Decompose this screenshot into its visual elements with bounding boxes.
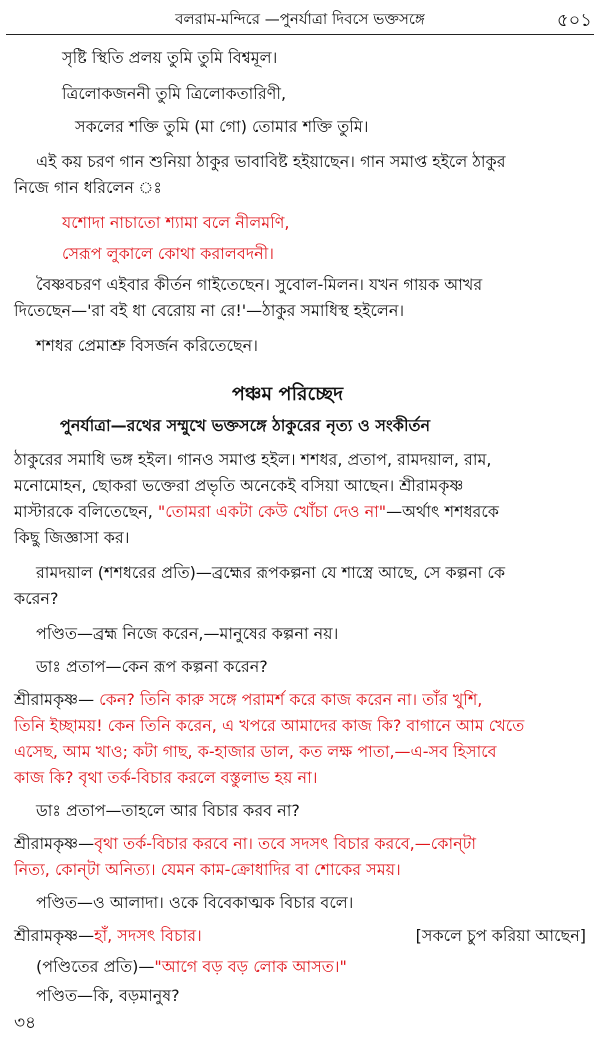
text-line: সৃষ্টি স্থিতি প্রলয় তুমি তুমি বিশ্বমূল। xyxy=(62,48,278,67)
text-line: রামদয়াল (শশধরের প্রতি)—ব্রহ্মের রূপকল্পনা যে শাস্ত্রে আছে, সে কল্পনা কে xyxy=(36,563,506,582)
speech-red: হাঁ, সদসৎ বিচার। xyxy=(94,926,202,945)
text-line: শশধর প্রেমাশ্রু বিসর্জন করিতেছেন। xyxy=(36,336,258,355)
text-line: দিতেছেন—'রা বই ধা বেরোয় না রে!'—ঠাকুর সমাধিস্থ হইলেন। xyxy=(14,301,405,320)
footer-page-label: ৩৪ xyxy=(14,1013,37,1033)
text-line: কিছু জিজ্ঞাসা কর। xyxy=(14,528,130,547)
text-line: কাজ কি? বৃথা তর্ক-বিচার করলে বস্তুলাভ হয় না। xyxy=(14,768,318,787)
text-line: পণ্ডিত—ব্রহ্ম নিজে করেন,—মানুষের কল্পনা নয়। xyxy=(36,624,339,643)
text-line: সকলের শক্তি তুমি (মা গো) তোমার শক্তি তুমি। xyxy=(75,117,369,136)
dialogue-line xyxy=(14,690,482,710)
text-line: পণ্ডিত—কি, বড়মানুষ? xyxy=(36,986,180,1005)
text-line: নিত্য, কোন্‌টা অনিত্য। যেমন কাম-ক্রোধাদির বা শোকের সময়। xyxy=(14,860,401,879)
text-line-mixed xyxy=(14,502,499,522)
text-line: নিজে গান ধরিলেন ঃ xyxy=(14,178,162,197)
speaker-label: শ্রীরামকৃষ্ণ— xyxy=(14,834,95,853)
text-line: পণ্ডিত—ও আলাদা। ওকে বিবেকাত্মক বিচার বলে। xyxy=(36,893,354,912)
text-line: মনোমোহন, ছোকরা ভক্তেরা প্রভৃতি অনেকেই বসিয়া আছেন। শ্রীরামকৃষ্ণ xyxy=(14,476,464,495)
text-line: ডাঃ প্রতাপ—কেন রূপ কল্পনা করেন? xyxy=(36,657,268,676)
text-line: যশোদা নাচাতো শ্যামা বলে নীলমণি, xyxy=(62,213,290,232)
dialogue-line xyxy=(14,834,476,854)
text-line: বৈষ্ণবচরণ এইবার কীর্তন গাইতেছেন। সুবোল-মিলন। যখন গায়ক আখর xyxy=(36,275,483,294)
text-line: ঠাকুরের সমাধি ভঙ্গ হইল। গানও সমাপ্ত হইল। শশধর, প্রতাপ, রামদয়াল, রাম, xyxy=(14,450,492,469)
speaker-label: শ্রীরামকৃষ্ণ— xyxy=(14,690,95,709)
text-segment: মাস্টারকে বলিতেছেন, xyxy=(14,502,158,521)
text-segment: (পণ্ডিতের প্রতি)— xyxy=(36,957,155,976)
quote-red: "আগে বড় বড় লোক আসত।" xyxy=(154,957,347,976)
text-line: ত্রিলোকজননী তুমি ত্রিলোকতারিণী, xyxy=(62,84,287,103)
page-number: ৫০১ xyxy=(556,10,592,31)
speaker-label: শ্রীরামকৃষ্ণ— xyxy=(14,926,95,945)
text-line: তিনি ইচ্ছাময়! কেন তিনি করেন, এ খপরে আমাদের কাজ কি? বাগানে আম খেতে xyxy=(14,716,525,735)
text-line: ডাঃ প্রতাপ—তাহলে আর বিচার করব না? xyxy=(36,801,300,820)
header-title: বলরাম-মন্দিরে —পুনর্যাত্রা দিবসে ভক্তসঙ্গে xyxy=(175,10,425,28)
stage-direction: [সকলে চুপ করিয়া আছেন] xyxy=(415,926,586,945)
text-line: এই কয় চরণ গান শুনিয়া ঠাকুর ভাবাবিষ্ট হইয়াছেন। গান সমাপ্ত হইলে ঠাকুর xyxy=(36,152,506,171)
text-line: করেন? xyxy=(14,589,59,608)
section-heading: পঞ্চম পরিচ্ছেদ xyxy=(232,383,344,405)
text-line: সেরূপ লুকালে কোথা করালবদনী। xyxy=(62,244,274,263)
dialogue-line xyxy=(14,926,202,946)
text-segment: —অর্থাৎ শশধরকে xyxy=(386,502,499,521)
dialogue-line xyxy=(36,957,347,977)
running-header xyxy=(6,4,594,35)
text-line: এসেছ, আম খাও; কটা গাছ, ক-হাজার ডাল, কত লক্ষ পাতা,—এ-সব হিসাবে xyxy=(14,742,497,761)
speech-red: বৃথা তর্ক-বিচার করবে না। তবে সদসৎ বিচার করবে,—কোন্‌টা xyxy=(94,834,476,853)
quote-red: "তোমরা একটা কেউ খোঁচা দেও না" xyxy=(157,502,387,521)
section-heading: পুনর্যাত্রা—রথের সম্মুখে ভক্তসঙ্গে ঠাকুরের নৃত্য ও সংকীর্তন xyxy=(60,416,431,435)
speech-red: কেন? তিনি কারু সঙ্গে পরামর্শ করে কাজ করেন না। তাঁর খুশি, xyxy=(94,690,483,709)
